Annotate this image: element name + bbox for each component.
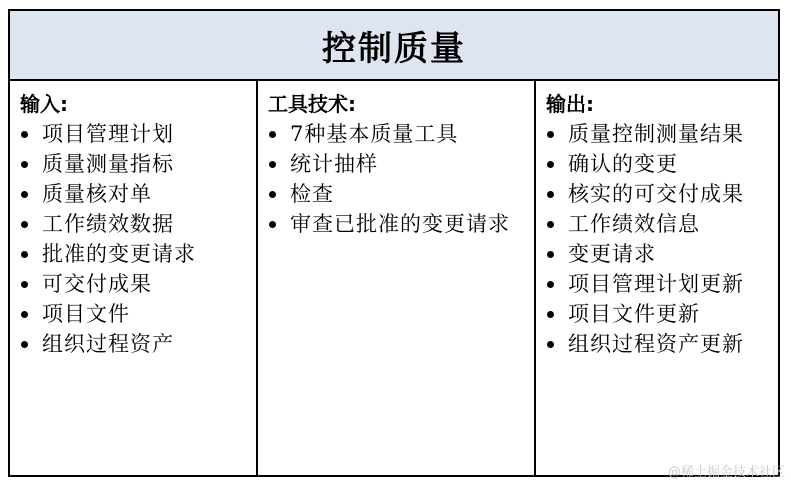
watermark-text: @稀土掘金技术社区: [667, 465, 785, 480]
columns-row: [10, 81, 778, 475]
list-item: 质量测量指标: [20, 149, 256, 179]
list-item: 质量核对单: [20, 179, 256, 209]
list-item: 批准的变更请求: [20, 239, 256, 269]
list-item: 核实的可交付成果: [546, 179, 778, 209]
column-heading-tools-techniques: 工具技术:: [268, 92, 356, 116]
list-item: 项目管理计划: [20, 119, 256, 149]
list-item: 项目文件: [20, 299, 256, 329]
list-item: 7种基本质量工具: [268, 119, 534, 149]
inputs-list: [20, 119, 256, 359]
diagram-title: 控制质量: [322, 28, 466, 69]
list-item: 质量控制测量结果: [546, 119, 778, 149]
column-heading-inputs: 输入:: [20, 92, 68, 116]
list-item: 工作绩效数据: [20, 209, 256, 239]
list-item: 审查已批准的变更请求: [268, 209, 534, 239]
column-outputs: [536, 81, 778, 475]
list-item: 组织过程资产: [20, 329, 256, 359]
list-item: 项目文件更新: [546, 299, 778, 329]
list-item: 工作绩效信息: [546, 209, 778, 239]
list-item: 检查: [268, 179, 534, 209]
column-inputs: [10, 81, 258, 475]
tools-techniques-list: [268, 119, 534, 239]
column-tools-techniques: [258, 81, 536, 475]
list-item: 项目管理计划更新: [546, 269, 778, 299]
outputs-list: [546, 119, 778, 359]
list-item: 组织过程资产更新: [546, 329, 778, 359]
list-item: 可交付成果: [20, 269, 256, 299]
column-heading-outputs: 输出:: [546, 92, 594, 116]
header-band: [10, 11, 778, 81]
list-item: 确认的变更: [546, 149, 778, 179]
list-item: 变更请求: [546, 239, 778, 269]
list-item: 统计抽样: [268, 149, 534, 179]
control-quality-table: [8, 9, 780, 477]
